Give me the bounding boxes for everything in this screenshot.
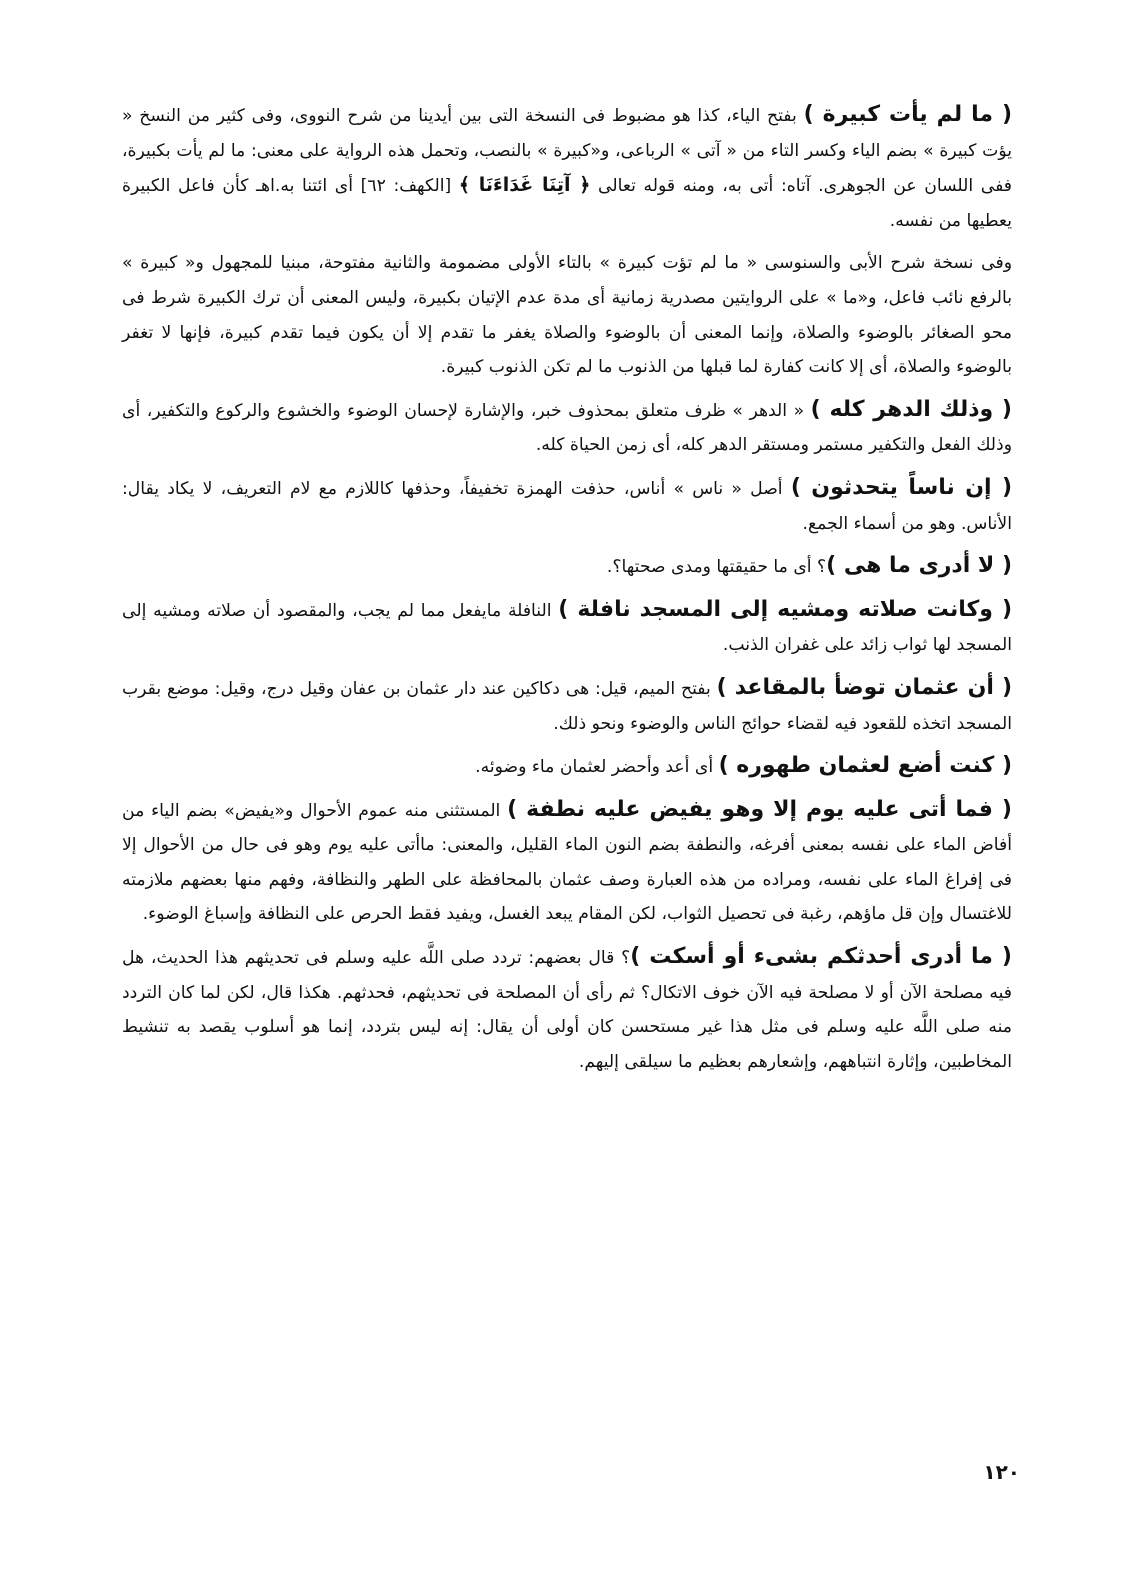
commentary-tail: [الكهف: ٦٢] أى ائتنا به.اهـ كأن فاعل الكبيرة يعطيها من نفسه. [122, 176, 1012, 231]
commentary: أى أعد وأحضر لعثمان ماء وضوئه. [475, 757, 719, 778]
lemma-heading: ( إن ناساً يتحدثون ) [790, 474, 1012, 500]
lemma-heading: ( ما لم يأت كبيرة ) [803, 102, 1012, 127]
commentary: ؟ قال بعضهم: تردد صلى اللَّه عليه وسلم فى تحديثهم هذا الحديث، هل فيه مصلحة الآن أو لا مصلحة فيه الآن خوف الاتكال؟ ثم رأى أن المصلحة فى تحديثهم، فحدثهم. هكذا قال، لكن لما كان التردد منه صلى اللَّه عليه وسلم فى مثل هذا غير مستحسن كان أولى أن يقال: إنه ليس بتردد، إنما هو أسلوب يقصد به تنشيط المخاطبين، وإثارة انتباههم، وإشعارهم بعظيم ما سيلقى إليهم. [122, 948, 1012, 1072]
paragraph [122, 549, 1012, 585]
page-number: ١٢٠ [983, 1460, 1020, 1484]
commentary: « الدهر » ظرف متعلق بمحذوف خبر، والإشارة لإحسان الوضوء والخشوع والركوع والتكفير، أى وذلك الفعل والتكفير مستمر ومستقر الدهر كله، أى زمن الحياة كله. [122, 400, 1012, 456]
paragraph [122, 793, 1012, 932]
paragraph [122, 393, 1012, 463]
lemma-heading: ( وذلك الدهر كله ) [810, 396, 1012, 422]
paragraph [122, 593, 1012, 663]
lemma-heading: ( لا أدرى ما هى ) [826, 553, 1012, 579]
commentary: ؟ أى ما حقيقتها ومدى صحتها؟. [606, 557, 827, 578]
commentary: بفتح الميم، قيل: هى دكاكين عند دار عثمان بن عفان وقيل درج، وقيل: موضع بقرب المسجد اتخذه للقعود فيه لقضاء حوائج الناس والوضوء ونحو ذلك. [122, 678, 1012, 734]
commentary: أصل « ناس » أناس، حذفت الهمزة تخفيفاً، وحذفها كاللازم مع لام التعريف، لا يكاد يقال: الأناس. وهو من أسماء الجمع. [122, 478, 1012, 534]
lemma-heading: ( كنت أضع لعثمان طهوره ) [718, 753, 1012, 779]
lemma-heading: ( ما أدرى أحدثكم بشىء أو أسكت ) [630, 944, 1012, 970]
paragraph [122, 749, 1012, 785]
lemma-heading: ( فما أتى عليه يوم إلا وهو يفيض عليه نطفة ) [507, 796, 1012, 822]
lemma-heading: ( أن عثمان توضأ بالمقاعد ) [716, 674, 1012, 700]
paragraph [122, 471, 1012, 541]
commentary: وفى نسخة شرح الأبى والسنوسى « ما لم تؤت كبيرة » بالتاء الأولى مضمومة والثانية مفتوحة، مبنيا للمجهول و« كبيرة » بالرفع نائب فاعل، و«ما » على الروايتين مصدرية زمانية أى مدة عدم الإتيان بكبيرة، وليس المعنى أن ترك الكبيرة شرط فى محو الصغائر بالوضوء والصلاة، وإنما المعنى أن بالوضوء والصلاة يغفر ما تقدم إلا أن يكون فيما تقدم كبيرة، فإنها لا تغفر بالوضوء والصلاة، أى إلا كانت كفارة لما قبلها من الذنوب ما لم تكن الذنوب كبيرة. [122, 253, 1012, 378]
quran-verse: ﴿ آتِنَا غَدَاءَنَا ﴾ [458, 174, 591, 197]
paragraph [122, 246, 1012, 384]
commentary: بفتح الياء، كذا هو مضبوط فى النسخة التى بين أيدينا من شرح النووى، وفى كثير من النسخ « يؤت كبيرة » بضم الياء وكسر التاء من « آتى » الرباعى، و«كبيرة » بالنصب، وتحمل هذه الرواية على معنى: ما لم يأت بكبيرة، ففى اللسان عن الجوهرى. آتاه: أتى به، ومنه قوله تعالى [122, 106, 1012, 197]
commentary-text [122, 98, 1012, 1087]
paragraph [122, 940, 1012, 1079]
paragraph [122, 98, 1012, 238]
lemma-heading: ( وكانت صلاته ومشيه إلى المسجد نافلة ) [558, 596, 1012, 622]
commentary: المستثنى منه عموم الأحوال و«يفيض» بضم الياء من أفاض الماء على نفسه بمعنى أفرغه، والنطفة بضم النون الماء القليل، والمعنى: ماأتى عليه يوم وهو فى حال من الأحوال إلا فى إفراغ الماء على نفسه، ومراده من هذه العبارة وصف عثمان بالمحافظة على الطهر والنظافة، وفهم منها بعضهم ملازمته للاغتسال وإن قل ماؤهم، رغبة فى تحصيل الثواب، لكن المقام يبعد الغسل، ويفيد فقط الحرص على النظافة وإسباغ الوضوء. [122, 800, 1012, 925]
paragraph [122, 671, 1012, 741]
commentary: النافلة مايفعل مما لم يجب، والمقصود أن صلاته ومشيه إلى المسجد لها ثواب زائد على غفران الذنب. [122, 600, 1012, 656]
